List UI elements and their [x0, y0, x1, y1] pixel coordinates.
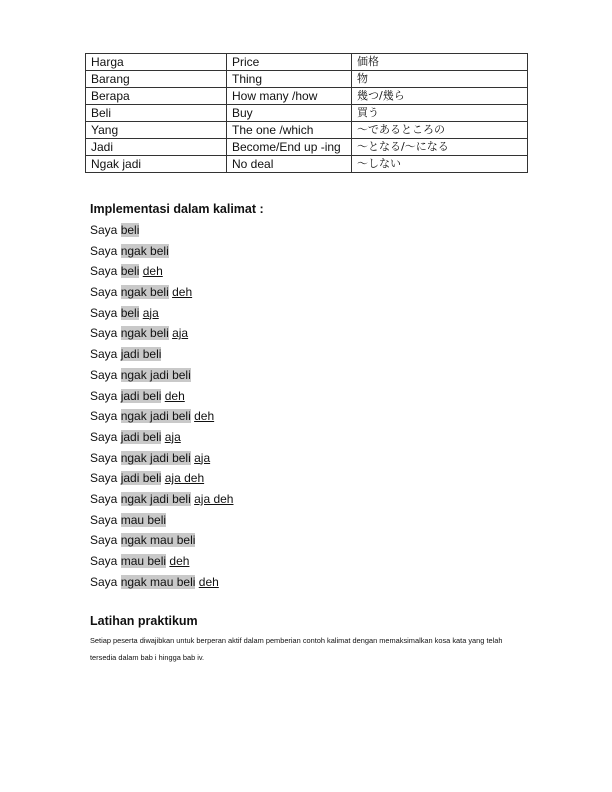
english-cell: Become/End up -ing [227, 139, 352, 156]
indonesian-cell: Berapa [86, 88, 227, 105]
sentence-item [90, 323, 233, 344]
table-row [86, 71, 528, 88]
sentence-subject: Saya [90, 264, 118, 279]
japanese-cell: 〜となる/〜になる [352, 139, 528, 156]
sentence-highlighted-verb: jadi beli [120, 429, 162, 444]
japanese-cell: 〜しない [352, 156, 528, 173]
table-row [86, 122, 528, 139]
indonesian-cell: Barang [86, 71, 227, 88]
sentence-subject: Saya [90, 305, 118, 320]
sentence-item [90, 489, 233, 510]
sentence-subject: Saya [90, 491, 118, 506]
latihan-paragraph: Setiap peserta diwajibkan untuk berperan aktif dalam pemberian contoh kalimat dengan memaksimalkan kosa kata yang telah tersedia dalam bab i hingga bab iv. [90, 636, 503, 662]
english-cell: Price [227, 54, 352, 71]
sentence-subject: Saya [90, 326, 118, 341]
sentence-item [90, 365, 233, 386]
sentence-item [90, 551, 233, 572]
implementasi-heading: Implementasi dalam kalimat : [90, 202, 264, 216]
sentence-underlined-particle: aja deh [194, 491, 234, 506]
sentence-underlined-particle: deh [169, 554, 190, 568]
example-sentence-list [90, 220, 233, 592]
english-cell: Thing [227, 71, 352, 88]
sentence-highlighted-verb: ngak beli [120, 243, 169, 258]
sentence-highlighted-verb: ngak beli [120, 285, 169, 300]
table-row [86, 139, 528, 156]
sentence-item [90, 427, 233, 448]
sentence-highlighted-verb: ngak beli [120, 326, 169, 341]
table-row [86, 156, 528, 173]
sentence-highlighted-verb: jadi beli [120, 471, 162, 486]
sentence-underlined-particle: aja [142, 305, 159, 320]
japanese-cell: 買う [352, 105, 528, 122]
sentence-subject: Saya [90, 409, 118, 424]
sentence-subject: Saya [90, 512, 118, 527]
indonesian-cell: Yang [86, 122, 227, 139]
sentence-item [90, 530, 233, 551]
indonesian-cell: Ngak jadi [86, 156, 227, 173]
japanese-cell: 物 [352, 71, 528, 88]
sentence-subject: Saya [90, 388, 118, 403]
table-row [86, 54, 528, 71]
sentence-highlighted-verb: beli [120, 223, 140, 237]
sentence-highlighted-verb: ngak mau beli [120, 574, 196, 589]
sentence-item [90, 303, 233, 324]
sentence-item [90, 344, 233, 365]
english-cell: Buy [227, 105, 352, 122]
sentence-highlighted-verb: beli [120, 305, 140, 320]
sentence-highlighted-verb: jadi beli [120, 388, 162, 403]
sentence-highlighted-verb: jadi beli [120, 347, 162, 362]
sentence-item [90, 386, 233, 407]
sentence-highlighted-verb: ngak jadi beli [120, 409, 191, 424]
sentence-subject: Saya [90, 574, 118, 589]
sentence-highlighted-verb: ngak jadi beli [120, 491, 191, 506]
sentence-item [90, 220, 233, 241]
sentence-subject: Saya [90, 450, 118, 465]
sentence-underlined-particle: aja deh [164, 471, 205, 486]
sentence-subject: Saya [90, 429, 118, 444]
sentence-item [90, 510, 233, 531]
sentence-subject: Saya [90, 223, 118, 237]
sentence-item [90, 241, 233, 262]
sentence-item [90, 282, 233, 303]
sentence-underlined-particle: aja [172, 326, 189, 341]
table-row [86, 105, 528, 122]
sentence-subject: Saya [90, 471, 118, 486]
sentence-underlined-particle: deh [194, 409, 215, 424]
sentence-highlighted-verb: ngak jadi beli [120, 450, 191, 465]
sentence-highlighted-verb: beli [120, 264, 140, 279]
indonesian-cell: Harga [86, 54, 227, 71]
sentence-highlighted-verb: ngak mau beli [120, 533, 196, 548]
sentence-item [90, 448, 233, 469]
japanese-cell: 〜であるところの [352, 122, 528, 139]
sentence-underlined-particle: deh [198, 574, 219, 589]
sentence-subject: Saya [90, 243, 118, 258]
sentence-underlined-particle: deh [172, 285, 193, 300]
english-cell: How many /how [227, 88, 352, 105]
latihan-heading: Latihan praktikum [90, 614, 198, 628]
sentence-highlighted-verb: mau beli [120, 512, 167, 527]
sentence-item [90, 406, 233, 427]
japanese-cell: 幾つ/幾ら [352, 88, 528, 105]
sentence-underlined-particle: deh [164, 388, 185, 403]
sentence-highlighted-verb: mau beli [120, 554, 167, 568]
sentence-underlined-particle: aja [164, 429, 181, 444]
sentence-item [90, 261, 233, 282]
table-row [86, 88, 528, 105]
indonesian-cell: Beli [86, 105, 227, 122]
sentence-item [90, 468, 233, 489]
english-cell: The one /which [227, 122, 352, 139]
sentence-underlined-particle: aja [194, 450, 211, 465]
sentence-subject: Saya [90, 533, 118, 548]
sentence-underlined-particle: deh [142, 264, 163, 279]
sentence-subject: Saya [90, 367, 118, 382]
sentence-subject: Saya [90, 347, 118, 362]
english-cell: No deal [227, 156, 352, 173]
vocabulary-table-body [86, 54, 528, 173]
sentence-highlighted-verb: ngak jadi beli [120, 367, 191, 382]
sentence-subject: Saya [90, 285, 118, 300]
sentence-item [90, 572, 233, 593]
sentence-subject: Saya [90, 554, 118, 568]
indonesian-cell: Jadi [86, 139, 227, 156]
vocabulary-table [85, 53, 528, 173]
japanese-cell: 価格 [352, 54, 528, 71]
